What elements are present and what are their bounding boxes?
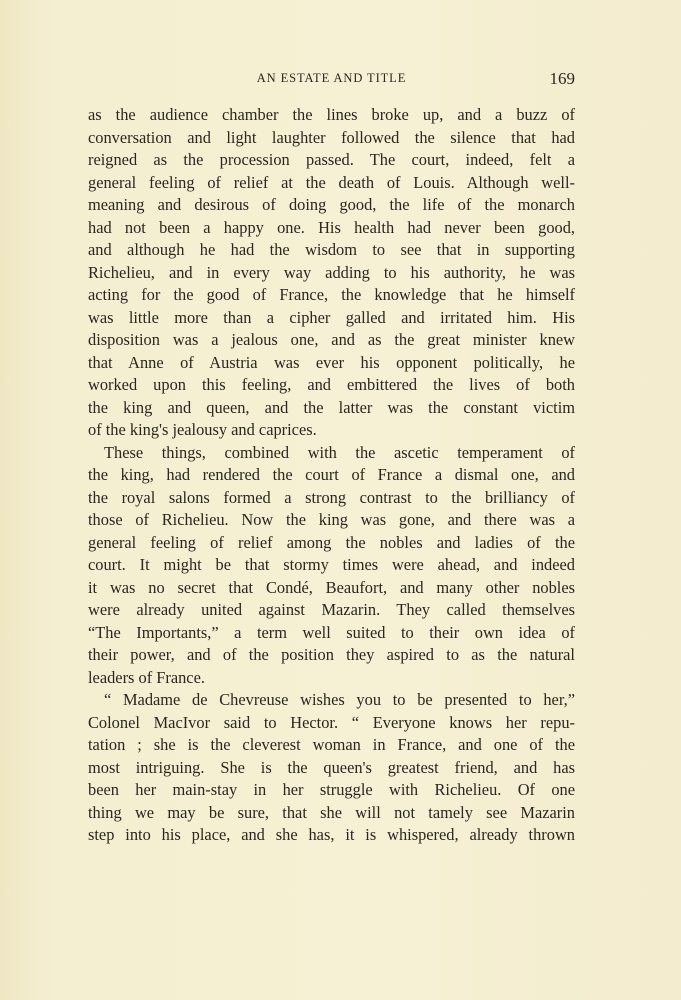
text-line: was little more than a cipher galled and irritated him. His — [88, 307, 575, 327]
text-line: and although he had the wisdom to see that in supporting — [88, 240, 575, 259]
page-number: 169 — [549, 69, 575, 88]
text-line: general feeling of relief at the death of Louis. Although well- — [88, 172, 575, 192]
text-line: were already united against Mazarin. They called themselves — [88, 600, 575, 619]
text-line: it was no secret that Condé, Beaufort, and many other nobles — [88, 577, 575, 597]
text-line: disposition was a jealous one, and as the great minister knew — [88, 330, 575, 349]
text-line: worked upon this feeling, and embittered the lives of both — [88, 375, 575, 394]
text-line: thing we may be sure, that she will not tamely see Mazarin — [88, 802, 575, 822]
text-line: the king, had rendered the court of France a dismal one, and — [88, 465, 575, 484]
text-line: had not been a happy one. His health had never been good, — [88, 217, 575, 237]
text-line: reigned as the procession passed. The court, indeed, felt a — [88, 150, 575, 169]
text-line: court. It might be that stormy times were ahead, and indeed — [88, 555, 575, 574]
body-text — [88, 104, 575, 847]
text-line: Richelieu, and in every way adding to his authority, he was — [88, 262, 575, 282]
text-line: most intriguing. She is the queen's greatest friend, and has — [88, 757, 575, 777]
running-title: AN ESTATE AND TITLE — [256, 71, 407, 85]
text-line: acting for the good of France, the knowledge that he himself — [88, 285, 575, 304]
text-line: those of Richelieu. Now the king was gone, and there was a — [88, 510, 575, 529]
text-line: Colonel MacIvor said to Hector. “ Everyone knows her repu- — [88, 712, 575, 732]
text-line: general feeling of relief among the nobles and ladies of the — [88, 532, 575, 552]
text-line: conversation and light laughter followed the silence that had — [88, 127, 575, 147]
text-line: meaning and desirous of doing good, the life of the monarch — [88, 195, 575, 214]
paragraph-start-line: “ Madame de Chevreuse wishes you to be presented to her,” — [104, 690, 575, 709]
paragraph-start-line: These things, combined with the ascetic temperament of — [104, 442, 575, 462]
text-line: tation ; she is the cleverest woman in France, and one of the — [88, 735, 575, 754]
text-line: the king and queen, and the latter was the constant victim — [88, 397, 575, 417]
text-line: “The Importants,” a term well suited to their own idea of — [88, 622, 575, 642]
text-line: as the audience chamber the lines broke up, and a buzz of — [88, 105, 575, 124]
text-line: the royal salons formed a strong contrast to the brilliancy of — [88, 487, 575, 507]
text-line: their power, and of the position they aspired to as the natural — [88, 645, 575, 664]
paragraph-end-line: of the king's jealousy and caprices. — [88, 420, 317, 439]
text-line: that Anne of Austria was ever his opponent politically, he — [88, 352, 575, 372]
text-line: step into his place, and she has, it is whispered, already thrown — [88, 825, 575, 844]
running-head — [88, 69, 575, 91]
text-line: been her main-stay in her struggle with Richelieu. Of one — [88, 780, 575, 799]
paragraph-end-line: leaders of France. — [88, 667, 205, 687]
